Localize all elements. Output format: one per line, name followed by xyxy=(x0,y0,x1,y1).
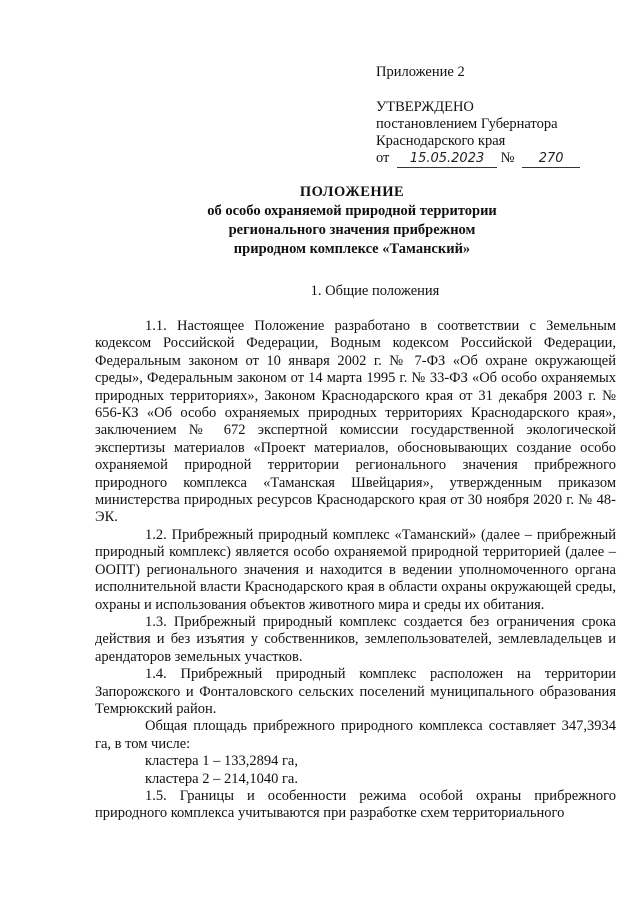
date-number-line xyxy=(376,150,626,168)
approval-block xyxy=(376,64,626,168)
approved-by-line1: постановлением Губернатора xyxy=(376,116,558,132)
paragraph-1-1: 1.1. Настоящее Положение разработано в соответствии с Земельным кодексом Российской Федерации, Водным кодексом Российской Федерации, Федеральным законом от 10 января 2002 г. № 7-ФЗ «Об охране окружающей среды», Федеральным законом от 14 марта 1995 г. № 33-ФЗ «Об особо охраняемых природных территориях», Законом Краснодарского края от 31 декабря 2003 г. № 656-КЗ «Об особо охраняемых природных территориях Краснодарского края», заключением № 672 экспертной комиссии государственной экологической экспертизы материалов «Проект материалов, обосновывающих создание особо охраняемой природной территории регионального значения прибрежного природного комплекса «Таманская Швейцария», утвержденным приказом министерства природных ресурсов Краснодарского края от 30 ноября 2020 г. № 48-ЭК. xyxy=(95,318,616,526)
handwritten-number: 270 xyxy=(522,150,580,168)
handwritten-date: 15.05.2023 xyxy=(397,150,497,168)
title-line-4: природном комплексе «Таманский» xyxy=(233,241,471,257)
number-label: № xyxy=(500,150,515,166)
paragraph-1-4: 1.4. Прибрежный природный комплекс расположен на территории Запорожского и Фонталовского сельских поселений муниципального образования Темрюкский район. xyxy=(95,666,616,717)
paragraph-cluster-2: кластера 2 – 214,1040 га. xyxy=(145,770,298,787)
paragraph-1-2: 1.2. Прибрежный природный комплекс «Таманский» (далее – прибрежный природный комплекс) является особо охраняемой природной территорией (далее – ООПТ) регионального значения и находится в ведении уполномоченного органа исполнительной власти Краснодарского края в области охраны окружающей среды, охраны и использования объектов животного мира и среды их обитания. xyxy=(95,526,616,613)
document-title xyxy=(150,183,554,259)
section-heading: 1. Общие положения xyxy=(310,283,440,299)
from-label: от xyxy=(376,150,390,166)
paragraph-1-3: 1.3. Прибрежный природный комплекс создается без ограничения срока действия и без изъятия у собственников, землепользователей, землевладельцев и арендаторов земельных участков. xyxy=(95,613,616,665)
appendix-label: Приложение 2 xyxy=(376,64,465,80)
paragraph-1-5: 1.5. Границы и особенности режима особой охраны прибрежного природного комплекса учитываются при разработке схем территориального xyxy=(95,787,616,822)
document-body xyxy=(95,318,616,823)
paragraph-cluster-1: кластера 1 – 133,2894 га, xyxy=(145,753,298,770)
approved-by-line2: Краснодарского края xyxy=(376,133,506,149)
title-line-2: об особо охраняемой природной территории xyxy=(207,203,497,219)
paragraph-area: Общая площадь прибрежного природного комплекса составляет 347,3934 га, в том числе: xyxy=(95,718,616,752)
approved-label: УТВЕРЖДЕНО xyxy=(376,99,474,115)
spacer xyxy=(376,81,626,99)
title-line-3: регионального значения прибрежном xyxy=(228,222,476,238)
title-line-1: ПОЛОЖЕНИЕ xyxy=(299,184,405,200)
